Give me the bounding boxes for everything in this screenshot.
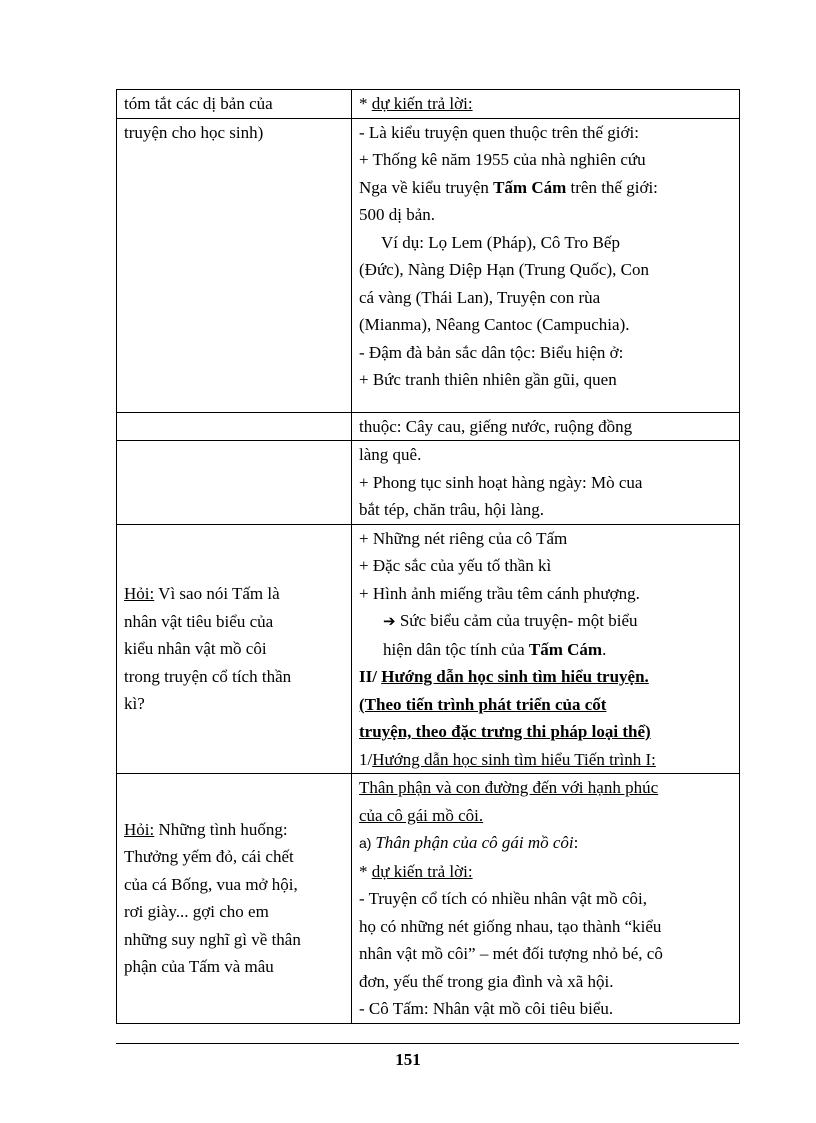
- text-line: làng quê.: [359, 445, 422, 464]
- right-cell: [352, 774, 740, 1024]
- text-line: đơn, yếu thế trong gia đình và xã hội.: [359, 971, 614, 991]
- text-line: họ có những nét giống nhau, tạo thành “kiểu: [359, 916, 662, 936]
- arrow-right-icon: ➔: [383, 612, 396, 630]
- text-line: (Theo tiến trình phát triển của cốt: [359, 694, 607, 714]
- table-row: [117, 774, 740, 1024]
- text-line: + Đặc sắc của yếu tố thần kì: [359, 556, 552, 575]
- footer-divider: [116, 1043, 739, 1044]
- right-cell: [352, 118, 740, 412]
- text-line: nhân vật mồ côi” – mét đối tượng nhỏ bé, cô: [359, 944, 663, 963]
- text-line: - Đậm đà bản sắc dân tộc: Biểu hiện ở:: [359, 342, 624, 362]
- table-row: [117, 441, 740, 525]
- text-line: + Những nét riêng của cô Tấm: [359, 528, 568, 548]
- table-row: [117, 524, 740, 774]
- left-cell: [117, 412, 352, 441]
- text-line: bắt tép, chăn trâu, hội làng.: [359, 500, 545, 519]
- left-cell: [117, 774, 352, 1024]
- subsection-heading: 1/Hướng dẫn học sinh tìm hiểu Tiến trình I:: [359, 749, 656, 769]
- text-line: + Bức tranh thiên nhiên gần gũi, quen: [359, 370, 617, 389]
- question-line: kì?: [124, 694, 145, 713]
- right-cell: [352, 524, 740, 774]
- text-line: (Mianma), Nêang Cantoc (Campuchia).: [359, 315, 630, 334]
- text-line: a) Thân phận của cô gái mồ côi:: [359, 833, 579, 852]
- table-row: [117, 118, 740, 412]
- text-line: cá vàng (Thái Lan), Truyện con rùa: [359, 287, 601, 307]
- question-line: kiểu nhân vật mồ côi: [124, 639, 267, 658]
- text-line: hiện dân tộc tính của Tấm Cám.: [383, 639, 607, 659]
- question-line: phận của Tấm và mâu: [124, 957, 274, 977]
- answer-heading: * dự kiến trả lời:: [359, 861, 473, 881]
- question-line: những suy nghĩ gì về thân: [124, 929, 301, 949]
- text-line: + Thống kê năm 1955 của nhà nghiên cứu: [359, 150, 646, 169]
- text-line: - Cô Tấm: Nhân vật mồ côi tiêu biểu.: [359, 999, 614, 1018]
- left-cell: [117, 524, 352, 774]
- text-line: - Truyện cổ tích có nhiều nhân vật mồ côi,: [359, 889, 648, 908]
- text-line: của cô gái mồ côi.: [359, 805, 484, 825]
- text-line: tóm tắt các dị bản của: [124, 94, 273, 113]
- text-line: Thân phận và con đường đến với hạnh phúc: [359, 778, 659, 797]
- right-cell: [352, 441, 740, 525]
- question-line: Hỏi: Những tình huống:: [124, 819, 288, 839]
- text-line: 500 dị bản.: [359, 205, 436, 224]
- text-line: truyện cho học sinh): [124, 122, 264, 142]
- section-heading: II/ Hướng dẫn học sinh tìm hiểu truyện.: [359, 667, 649, 686]
- question-line: rơi giày... gợi cho em: [124, 902, 269, 922]
- right-cell: [352, 90, 740, 119]
- left-cell: [117, 441, 352, 525]
- spacer: [359, 394, 739, 412]
- right-cell: [352, 412, 740, 441]
- page-number: 151: [395, 1050, 421, 1069]
- table-row: [117, 412, 740, 441]
- text-line: - Là kiểu truyện quen thuộc trên thế giới:: [359, 122, 639, 142]
- text-line: Ví dụ: Lọ Lem (Pháp), Cô Tro Bếp: [381, 232, 620, 252]
- question-line: Thưởng yếm đỏ, cái chết: [124, 847, 294, 867]
- question-line: Hỏi: Vì sao nói Tấm là: [124, 584, 280, 603]
- table-row: [117, 90, 740, 119]
- text-line: (Đức), Nàng Diệp Hạn (Trung Quốc), Con: [359, 260, 649, 279]
- left-cell: [117, 118, 352, 412]
- left-cell: [117, 90, 352, 119]
- question-line: trong truyện cổ tích thần: [124, 666, 292, 686]
- answer-heading: * dự kiến trả lời:: [359, 94, 473, 113]
- text-line: Nga về kiểu truyện Tấm Cám trên thế giới:: [359, 177, 658, 197]
- text-line: + Phong tục sinh hoạt hàng ngày: Mò cua: [359, 472, 643, 492]
- question-line: của cá Bống, vua mở hội,: [124, 874, 298, 894]
- text-line: truyện, theo đặc trưng thi pháp loại thể): [359, 722, 651, 741]
- content-table: [116, 89, 740, 1024]
- question-line: nhân vật tiêu biểu của: [124, 611, 274, 631]
- text-line: thuộc: Cây cau, giếng nước, ruộng đồng: [359, 416, 633, 436]
- text-line: ➔ Sức biểu cảm của truyện- một biểu: [383, 611, 638, 630]
- text-line: + Hình ảnh miếng trầu têm cánh phượng.: [359, 583, 640, 603]
